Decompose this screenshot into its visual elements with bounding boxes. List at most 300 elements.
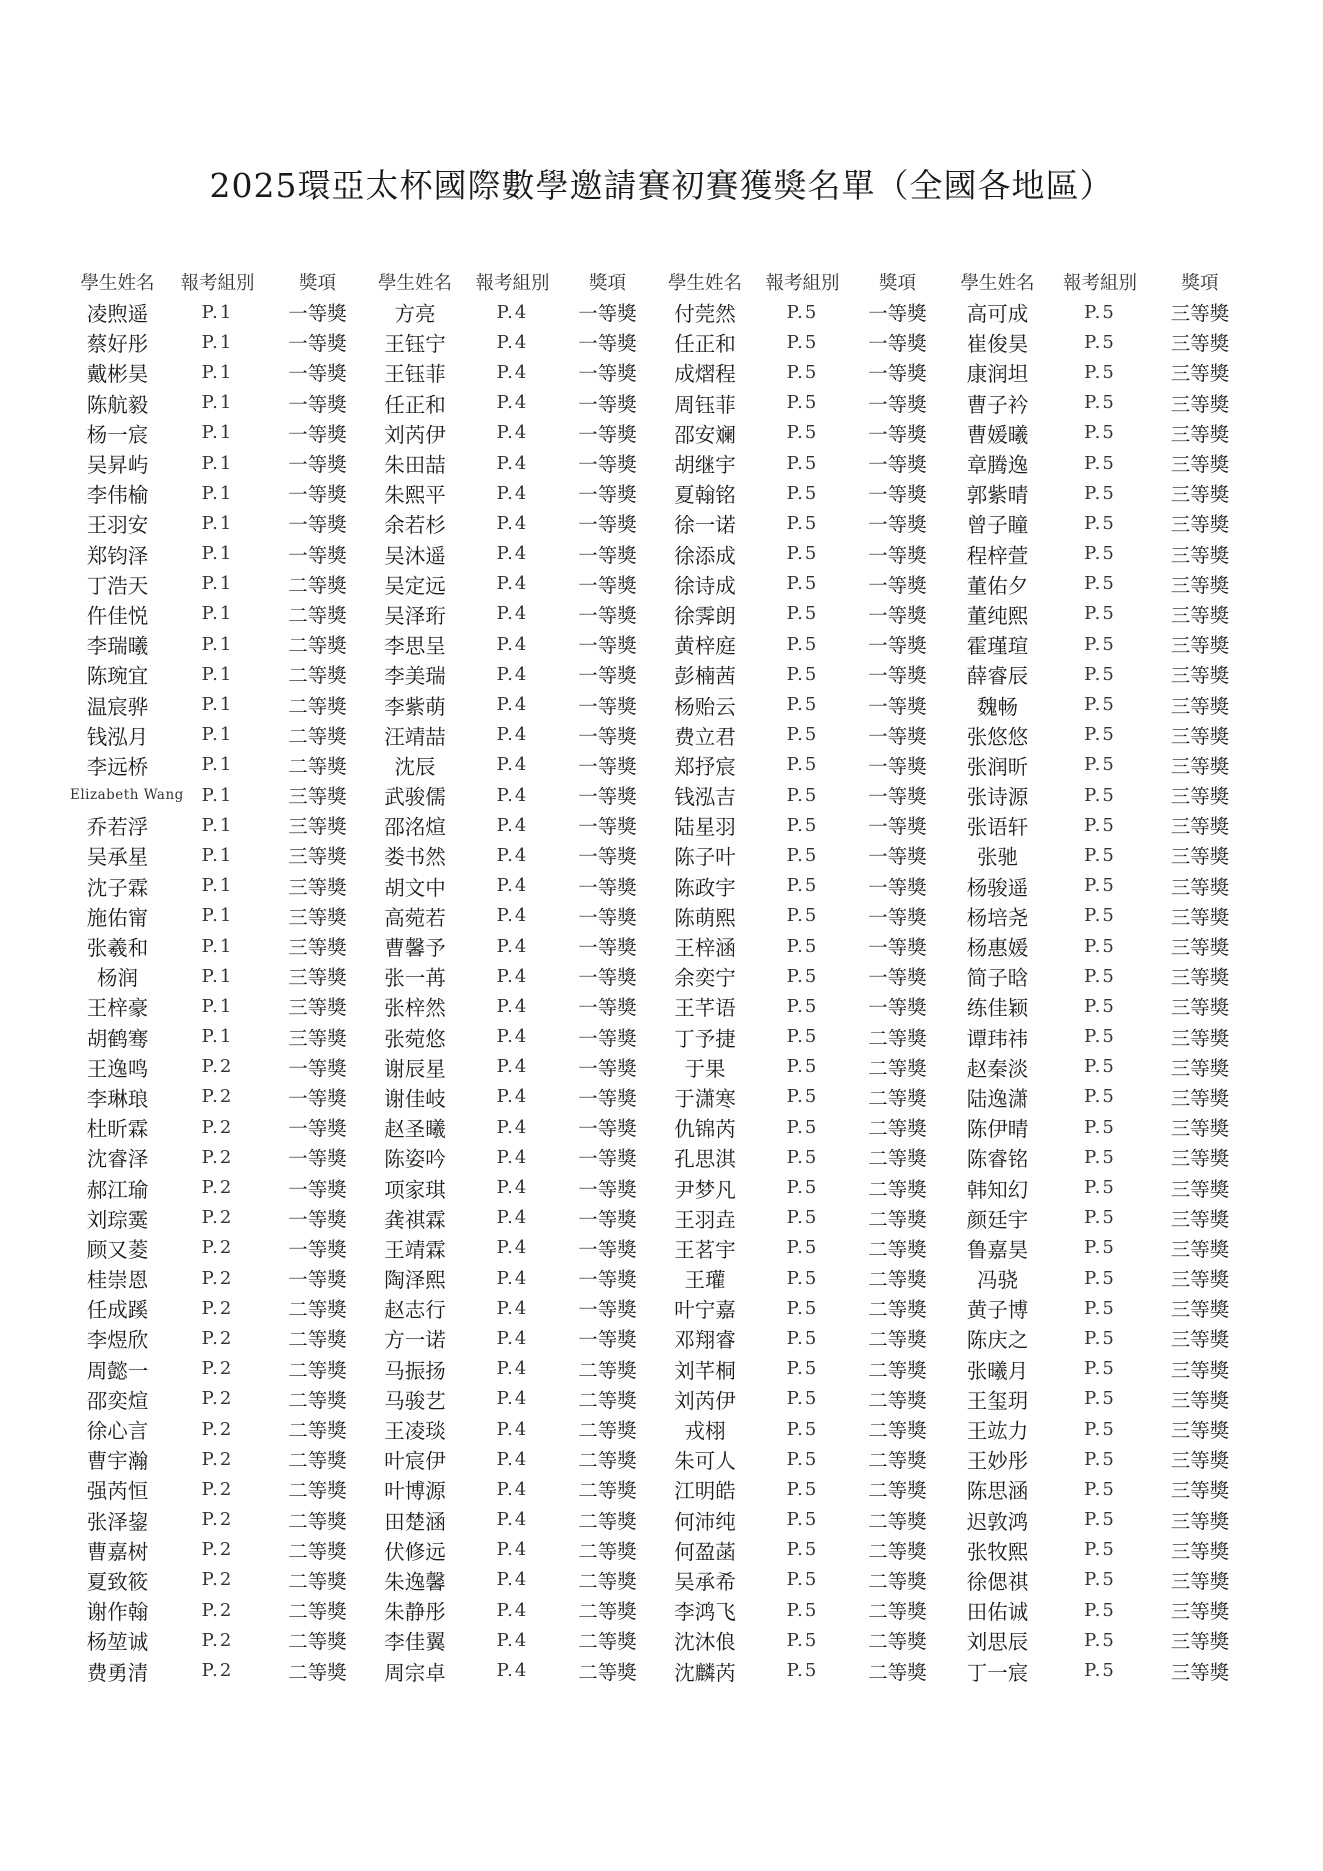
student-name: 彭楠茜 (674, 664, 736, 689)
award-level: 二等獎 (288, 1600, 347, 1624)
student-name: 陈思涵 (966, 1479, 1029, 1504)
exam-group: P.2 (201, 1207, 234, 1229)
exam-group: P.4 (496, 1086, 529, 1108)
table-row (70, 1022, 1250, 1052)
exam-group: P.2 (201, 1539, 234, 1561)
exam-group: P.4 (496, 754, 529, 776)
award-level: 一等獎 (578, 1086, 637, 1110)
table-row (70, 720, 1250, 750)
award-level: 一等獎 (868, 966, 927, 990)
award-level: 三等獎 (288, 875, 347, 899)
exam-group: P.2 (201, 1509, 234, 1531)
exam-group: P.4 (496, 1237, 529, 1259)
exam-group: P.5 (786, 1358, 819, 1380)
student-name: 朱可人 (674, 1449, 736, 1474)
student-name: 夏翰铭 (674, 483, 736, 508)
student-name: 田佑诚 (966, 1600, 1029, 1625)
exam-group: P.5 (786, 543, 819, 565)
student-name: 韩知幻 (966, 1177, 1029, 1202)
exam-group: P.5 (786, 694, 819, 716)
exam-group: P.4 (496, 452, 529, 474)
award-level: 二等獎 (868, 1026, 927, 1050)
student-name: 李远桥 (86, 754, 149, 779)
award-level: 一等獎 (288, 453, 347, 477)
award-level: 一等獎 (578, 996, 637, 1020)
award-level: 二等獎 (288, 1630, 347, 1654)
exam-group: P.5 (786, 1569, 819, 1591)
award-level: 二等獎 (578, 1509, 637, 1533)
student-name: 朱静彤 (384, 1600, 446, 1625)
award-level: 一等獎 (578, 724, 637, 748)
student-name: 吴昇屿 (86, 453, 149, 478)
exam-group: P.5 (786, 935, 819, 957)
award-level: 三等獎 (1170, 634, 1230, 658)
exam-group: P.4 (496, 724, 529, 746)
student-name: 朱逸馨 (384, 1569, 446, 1594)
exam-group: P.5 (786, 1267, 819, 1289)
award-level: 三等獎 (1170, 1479, 1230, 1503)
award-level: 一等獎 (578, 483, 637, 507)
student-name: 邵洺煊 (384, 815, 446, 840)
table-row (70, 357, 1250, 387)
student-name: 冯骁 (977, 1268, 1018, 1293)
student-name: 李紫萌 (384, 694, 446, 719)
header-award-col4: 獎項 (1181, 273, 1219, 294)
exam-group: P.1 (201, 331, 234, 353)
award-level: 一等獎 (288, 1207, 347, 1231)
table-row (70, 1082, 1250, 1112)
student-name: 武骏儒 (384, 785, 446, 810)
award-level: 一等獎 (578, 453, 637, 477)
award-level: 一等獎 (578, 513, 637, 537)
table-row (70, 1625, 1250, 1655)
student-name: 李伟榆 (86, 483, 149, 508)
student-name: 陶泽熙 (384, 1268, 446, 1293)
exam-group: P.5 (786, 1177, 819, 1199)
student-name: 王瓘 (684, 1268, 726, 1293)
student-name: 董佑夕 (966, 573, 1029, 598)
exam-group: P.5 (1084, 1086, 1116, 1108)
header-award-col3: 獎項 (878, 273, 916, 294)
award-level: 二等獎 (288, 1449, 347, 1473)
award-level: 三等獎 (1170, 362, 1230, 386)
award-level: 三等獎 (1170, 422, 1230, 446)
student-name: 刘芮伊 (674, 1388, 736, 1413)
student-name: 曹媛曦 (966, 422, 1029, 447)
award-level: 二等獎 (578, 1358, 637, 1382)
student-name: 谢佳岐 (384, 1086, 446, 1111)
student-name: 桂崇恩 (86, 1268, 149, 1293)
exam-group: P.1 (201, 694, 234, 716)
exam-group: P.5 (1084, 1026, 1116, 1048)
exam-group: P.2 (201, 1116, 234, 1138)
award-level: 三等獎 (1170, 694, 1230, 718)
student-name: 薛睿辰 (966, 664, 1029, 689)
table-row (70, 840, 1250, 870)
award-level: 一等獎 (578, 1026, 637, 1050)
student-name: 王玺玥 (966, 1388, 1029, 1413)
exam-group: P.4 (496, 361, 529, 383)
award-level: 二等獎 (868, 1449, 927, 1473)
exam-group: P.5 (1084, 1599, 1116, 1621)
award-level: 二等獎 (868, 1237, 927, 1261)
student-name: 赵秦淡 (966, 1056, 1029, 1081)
award-level: 一等獎 (868, 845, 927, 869)
table-row (70, 599, 1250, 629)
award-level: 二等獎 (288, 694, 347, 718)
award-level: 三等獎 (1170, 573, 1230, 597)
student-name: 周钰菲 (674, 392, 736, 417)
exam-group: P.2 (201, 1086, 234, 1108)
award-level: 一等獎 (578, 1117, 637, 1141)
exam-group: P.1 (201, 995, 234, 1017)
student-name: 仵佳悦 (86, 603, 149, 628)
award-level: 一等獎 (868, 362, 927, 386)
exam-group: P.1 (201, 482, 234, 504)
student-name: 张菀悠 (384, 1026, 446, 1051)
exam-group: P.4 (496, 814, 529, 836)
exam-group: P.4 (496, 1026, 529, 1048)
exam-group: P.5 (786, 361, 819, 383)
exam-group: P.5 (786, 301, 819, 323)
award-level: 二等獎 (288, 1358, 347, 1382)
award-level: 二等獎 (868, 1358, 927, 1382)
table-row (70, 1233, 1250, 1263)
exam-group: P.2 (201, 1146, 234, 1168)
exam-group: P.4 (496, 1660, 529, 1682)
student-name: 蔡好彤 (86, 332, 149, 357)
student-name: 叶宸伊 (384, 1449, 446, 1474)
award-level: 三等獎 (1170, 815, 1230, 839)
student-name: 赵圣曦 (384, 1117, 446, 1142)
table-row (70, 871, 1250, 901)
student-name: 高菀若 (384, 905, 446, 930)
exam-group: P.2 (201, 1418, 234, 1440)
award-level: 三等獎 (1170, 905, 1230, 929)
award-level: 一等獎 (288, 543, 347, 567)
award-level: 三等獎 (288, 996, 347, 1020)
student-name: 曹宇瀚 (86, 1449, 149, 1474)
student-name: 郑抒宸 (674, 754, 736, 779)
award-level: 三等獎 (1170, 483, 1230, 507)
award-level: 一等獎 (868, 815, 927, 839)
student-name: 余若杉 (384, 513, 446, 538)
exam-group: P.1 (201, 422, 234, 444)
student-name: 赵志行 (384, 1298, 446, 1323)
award-level: 二等獎 (578, 1660, 637, 1684)
student-name: 徐诗成 (674, 573, 736, 598)
exam-group: P.4 (496, 482, 529, 504)
exam-group: P.4 (496, 1478, 529, 1500)
student-name: 魏畅 (977, 694, 1018, 719)
award-level: 二等獎 (288, 664, 347, 688)
award-level: 一等獎 (868, 694, 927, 718)
award-level: 一等獎 (288, 1177, 347, 1201)
student-name: 李煜欣 (86, 1328, 149, 1353)
student-name: 丁予捷 (674, 1026, 736, 1051)
award-level: 一等獎 (288, 1147, 347, 1171)
award-level: 二等獎 (288, 1539, 347, 1563)
student-name: 王钰宁 (384, 332, 446, 357)
award-level: 二等獎 (868, 1630, 927, 1654)
exam-group: P.4 (496, 784, 529, 806)
exam-group: P.4 (496, 1297, 529, 1319)
table-row (70, 1293, 1250, 1323)
exam-group: P.5 (1084, 1327, 1116, 1349)
award-level: 一等獎 (578, 1328, 637, 1352)
exam-group: P.5 (786, 633, 819, 655)
exam-group: P.5 (1084, 694, 1116, 716)
student-name: 李美瑞 (384, 664, 446, 689)
exam-group: P.1 (201, 452, 234, 474)
student-name: 丁浩天 (86, 573, 149, 598)
table-row (70, 1655, 1250, 1685)
exam-group: P.5 (1084, 1569, 1116, 1591)
table-row (70, 931, 1250, 961)
student-name: 颜廷宇 (966, 1207, 1029, 1232)
award-level: 二等獎 (288, 724, 347, 748)
award-level: 一等獎 (868, 634, 927, 658)
exam-group: P.2 (201, 1478, 234, 1500)
header-row (70, 267, 1250, 297)
exam-group: P.1 (201, 905, 234, 927)
exam-group: P.5 (786, 1388, 819, 1410)
award-level: 一等獎 (868, 603, 927, 627)
student-name: 余奕宁 (674, 966, 736, 991)
exam-group: P.4 (496, 1388, 529, 1410)
exam-group: P.5 (786, 844, 819, 866)
exam-group: P.4 (496, 1539, 529, 1561)
award-level: 二等獎 (578, 1419, 637, 1443)
award-level: 三等獎 (1170, 332, 1230, 356)
student-name: 曹馨予 (384, 936, 446, 961)
award-level: 一等獎 (868, 422, 927, 446)
exam-group: P.5 (786, 1478, 819, 1500)
exam-group: P.5 (786, 573, 819, 595)
student-name: 李佳翼 (384, 1630, 446, 1655)
award-level: 二等獎 (868, 1660, 927, 1684)
student-name: 叶博源 (384, 1479, 446, 1504)
award-level: 二等獎 (868, 1177, 927, 1201)
exam-group: P.5 (1084, 905, 1116, 927)
student-name: 叶宁嘉 (674, 1298, 736, 1323)
award-level: 一等獎 (868, 724, 927, 748)
student-name: 曾子瞳 (966, 513, 1029, 538)
student-name: 徐霁朗 (674, 603, 736, 628)
student-name: 杨惠媛 (966, 936, 1029, 961)
student-name: 杨堃诚 (86, 1630, 149, 1655)
student-name: 成熠程 (674, 362, 736, 387)
award-level: 二等獎 (578, 1569, 637, 1593)
award-level: 二等獎 (578, 1479, 637, 1503)
exam-group: P.1 (201, 875, 234, 897)
award-level: 二等獎 (288, 1479, 347, 1503)
student-name: 王逸鸣 (86, 1056, 149, 1081)
student-name: 张诗源 (966, 785, 1029, 810)
exam-group: P.2 (201, 1297, 234, 1319)
student-name: 董纯熙 (966, 603, 1029, 628)
exam-group: P.4 (496, 995, 529, 1017)
student-name: 张梓然 (384, 996, 446, 1021)
student-name: 李鸿飞 (674, 1600, 736, 1625)
exam-group: P.5 (1084, 1237, 1116, 1259)
exam-group: P.5 (1084, 392, 1116, 414)
student-name: 戴彬昊 (86, 362, 149, 387)
exam-group: P.5 (1084, 543, 1116, 565)
award-level: 一等獎 (578, 422, 637, 446)
award-level: 二等獎 (868, 1207, 927, 1231)
exam-group: P.5 (786, 1237, 819, 1259)
award-level: 一等獎 (578, 1268, 637, 1292)
student-name: 田楚涵 (384, 1509, 446, 1534)
student-name: 费立君 (674, 724, 736, 749)
award-level: 一等獎 (868, 936, 927, 960)
exam-group: P.5 (786, 1297, 819, 1319)
header-name-col2: 學生姓名 (377, 273, 452, 294)
award-level: 三等獎 (1170, 1298, 1230, 1322)
award-level: 三等獎 (1170, 845, 1230, 869)
award-level: 一等獎 (578, 1147, 637, 1171)
award-level: 一等獎 (578, 875, 637, 899)
exam-group: P.5 (786, 724, 819, 746)
exam-group: P.5 (786, 482, 819, 504)
exam-group: P.5 (786, 663, 819, 685)
award-level: 三等獎 (288, 1026, 347, 1050)
exam-group: P.1 (201, 663, 234, 685)
award-level: 二等獎 (868, 1268, 927, 1292)
award-level: 三等獎 (1170, 875, 1230, 899)
student-name: 强芮恒 (86, 1479, 149, 1504)
award-level: 一等獎 (868, 996, 927, 1020)
student-name: 陈子叶 (674, 845, 736, 870)
student-name: 伏修远 (384, 1539, 446, 1564)
student-name: 乔若浮 (86, 815, 149, 840)
student-name: 张驰 (977, 845, 1018, 870)
exam-group: P.5 (1084, 1418, 1116, 1440)
award-level: 三等獎 (1170, 603, 1230, 627)
exam-group: P.2 (201, 1599, 234, 1621)
award-level: 一等獎 (578, 302, 637, 326)
exam-group: P.5 (1084, 844, 1116, 866)
student-name: 于潇寒 (674, 1086, 736, 1111)
award-level: 三等獎 (1170, 453, 1230, 477)
award-level: 二等獎 (288, 1419, 347, 1443)
award-level: 三等獎 (1170, 1117, 1230, 1141)
table-row (70, 1263, 1250, 1293)
exam-group: P.1 (201, 1026, 234, 1048)
award-level: 一等獎 (868, 785, 927, 809)
student-name: 夏致筱 (86, 1569, 149, 1594)
table-row (70, 1535, 1250, 1565)
student-name: 杨骏遥 (966, 875, 1029, 900)
award-level: 三等獎 (1170, 936, 1230, 960)
award-level: 二等獎 (288, 603, 347, 627)
award-level: 二等獎 (868, 1147, 927, 1171)
exam-group: P.4 (496, 1177, 529, 1199)
award-level: 三等獎 (1170, 1177, 1230, 1201)
exam-group: P.1 (201, 603, 234, 625)
award-level: 一等獎 (578, 332, 637, 356)
table-body (70, 297, 1250, 1686)
student-name: 曹嘉树 (86, 1539, 149, 1564)
student-name: 王羽垚 (674, 1207, 736, 1232)
student-name: 王芊语 (674, 996, 736, 1021)
exam-group: P.5 (786, 905, 819, 927)
student-name: 陆星羽 (674, 815, 736, 840)
award-level: 一等獎 (288, 1117, 347, 1141)
exam-group: P.1 (201, 814, 234, 836)
award-level: 一等獎 (288, 422, 347, 446)
student-name: 练佳颖 (966, 996, 1029, 1021)
student-name: 康润坦 (966, 362, 1029, 387)
exam-group: P.2 (201, 1569, 234, 1591)
exam-group: P.4 (496, 694, 529, 716)
student-name: 何沛纯 (674, 1509, 736, 1534)
award-level: 二等獎 (288, 1298, 347, 1322)
award-level: 三等獎 (288, 966, 347, 990)
award-level: 三等獎 (1170, 1237, 1230, 1261)
student-name: 崔俊昊 (966, 332, 1029, 357)
award-level: 三等獎 (1170, 302, 1230, 326)
award-level: 三等獎 (288, 815, 347, 839)
award-level: 三等獎 (1170, 1268, 1230, 1292)
student-name: 戎栩 (684, 1419, 726, 1444)
student-name: 程梓萱 (966, 543, 1029, 568)
student-name: 王钰菲 (384, 362, 446, 387)
table-row (70, 810, 1250, 840)
student-name: 胡鹤骞 (86, 1026, 149, 1051)
header-award-col2: 獎項 (588, 273, 626, 294)
exam-group: P.5 (786, 1026, 819, 1048)
student-name: 王靖霖 (384, 1237, 446, 1262)
student-name: 沈睿泽 (86, 1147, 149, 1172)
student-name: 凌煦遥 (86, 302, 149, 327)
exam-group: P.4 (496, 905, 529, 927)
exam-group: P.5 (1084, 1660, 1116, 1682)
student-name: 刘芮伊 (384, 422, 446, 447)
award-level: 二等獎 (578, 1539, 637, 1563)
exam-group: P.4 (496, 1599, 529, 1621)
exam-group: P.5 (786, 452, 819, 474)
student-name: 周宗卓 (384, 1660, 446, 1685)
table-row (70, 1323, 1250, 1353)
award-level: 三等獎 (1170, 1207, 1230, 1231)
table-row (70, 1414, 1250, 1444)
student-name: 王羽安 (86, 513, 149, 538)
student-name: 顾又菱 (86, 1237, 149, 1262)
exam-group: P.4 (496, 1509, 529, 1531)
exam-group: P.2 (201, 1177, 234, 1199)
student-name: 章腾逸 (966, 453, 1029, 478)
student-name: 简子晗 (966, 966, 1029, 991)
exam-group: P.4 (496, 935, 529, 957)
award-level: 一等獎 (578, 845, 637, 869)
student-name: 付莞然 (674, 302, 736, 327)
exam-group: P.5 (1084, 361, 1116, 383)
exam-group: P.4 (496, 603, 529, 625)
exam-group: P.1 (201, 392, 234, 414)
award-level: 二等獎 (288, 1509, 347, 1533)
exam-group: P.5 (1084, 1297, 1116, 1319)
award-level: 一等獎 (578, 754, 637, 778)
student-name: 杨贻云 (674, 694, 736, 719)
exam-group: P.2 (201, 1327, 234, 1349)
exam-group: P.5 (1084, 1509, 1116, 1531)
exam-group: P.4 (496, 301, 529, 323)
table-row (70, 659, 1250, 689)
award-level: 二等獎 (288, 1388, 347, 1412)
table-row (70, 1595, 1250, 1625)
